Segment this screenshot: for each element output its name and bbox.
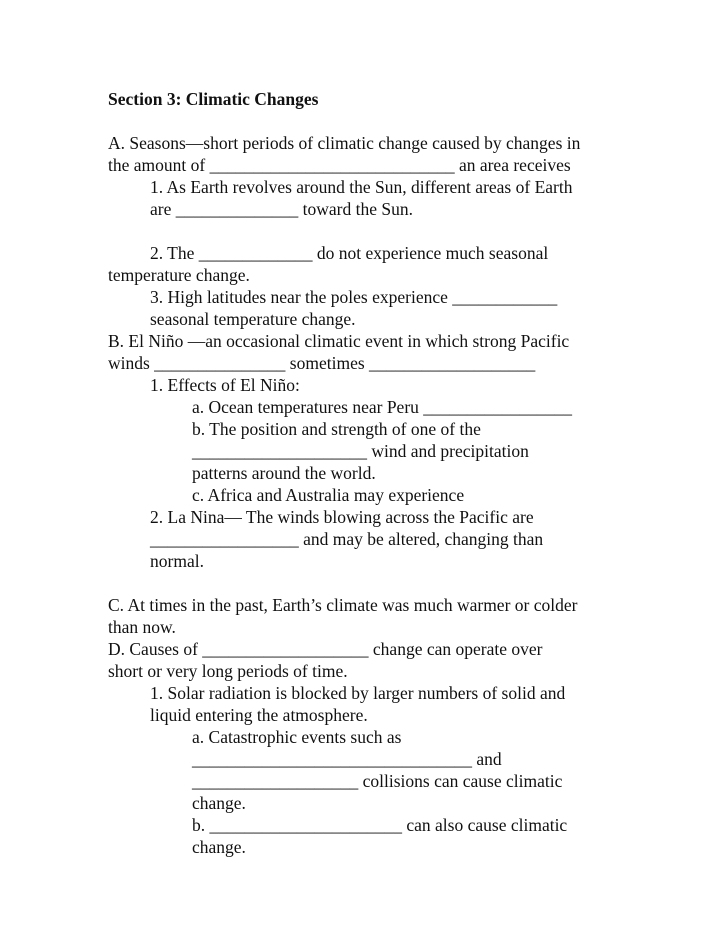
text-line: ________________________________ and [192,749,502,769]
text-line: are ______________ toward the Sun. [150,199,413,219]
text-line: 3. High latitudes near the poles experience ____________ [150,287,558,307]
text-line: D. Causes of ___________________ change can operate over [108,639,543,659]
text-line: patterns around the world. [192,463,376,483]
text-line: c. Africa and Australia may experience [192,485,465,505]
text-line: 2. The _____________ do not experience much seasonal [150,243,549,263]
text-line: change. [192,793,246,813]
text-line: normal. [150,551,204,571]
text-line: ____________________ wind and precipitation [192,441,529,461]
text-line: 1. As Earth revolves around the Sun, different areas of Earth [150,177,573,197]
text-line: liquid entering the atmosphere. [150,705,368,725]
text-line: the amount of ____________________________ an area receives [108,155,571,175]
text-line: a. Ocean temperatures near Peru _________________ [192,397,573,417]
text-line: b. ______________________ can also cause climatic [192,815,568,835]
text-line: 1. Effects of El Niño: [150,375,300,395]
text-line: a. Catastrophic events such as [192,727,402,747]
text-line: 1. Solar radiation is blocked by larger numbers of solid and [150,683,566,703]
text-line: ___________________ collisions can cause climatic [192,771,563,791]
text-line: 2. La Nina— The winds blowing across the Pacific are [150,507,534,527]
text-line: winds _______________ sometimes ___________________ [108,353,536,373]
text-line: A. Seasons—short periods of climatic change caused by changes in [108,133,581,153]
text-line: short or very long periods of time. [108,661,348,681]
text-line: b. The position and strength of one of the [192,419,481,439]
text-line: C. At times in the past, Earth’s climate was much warmer or colder [108,595,578,615]
text-line: seasonal temperature change. [150,309,356,329]
text-line: change. [192,837,246,857]
section-title: Section 3: Climatic Changes [108,89,319,109]
text-line: _________________ and may be altered, changing than [150,529,544,549]
text-line: B. El Niño —an occasional climatic event in which strong Pacific [108,331,570,351]
text-line: than now. [108,617,176,637]
text-line: temperature change. [108,265,250,285]
